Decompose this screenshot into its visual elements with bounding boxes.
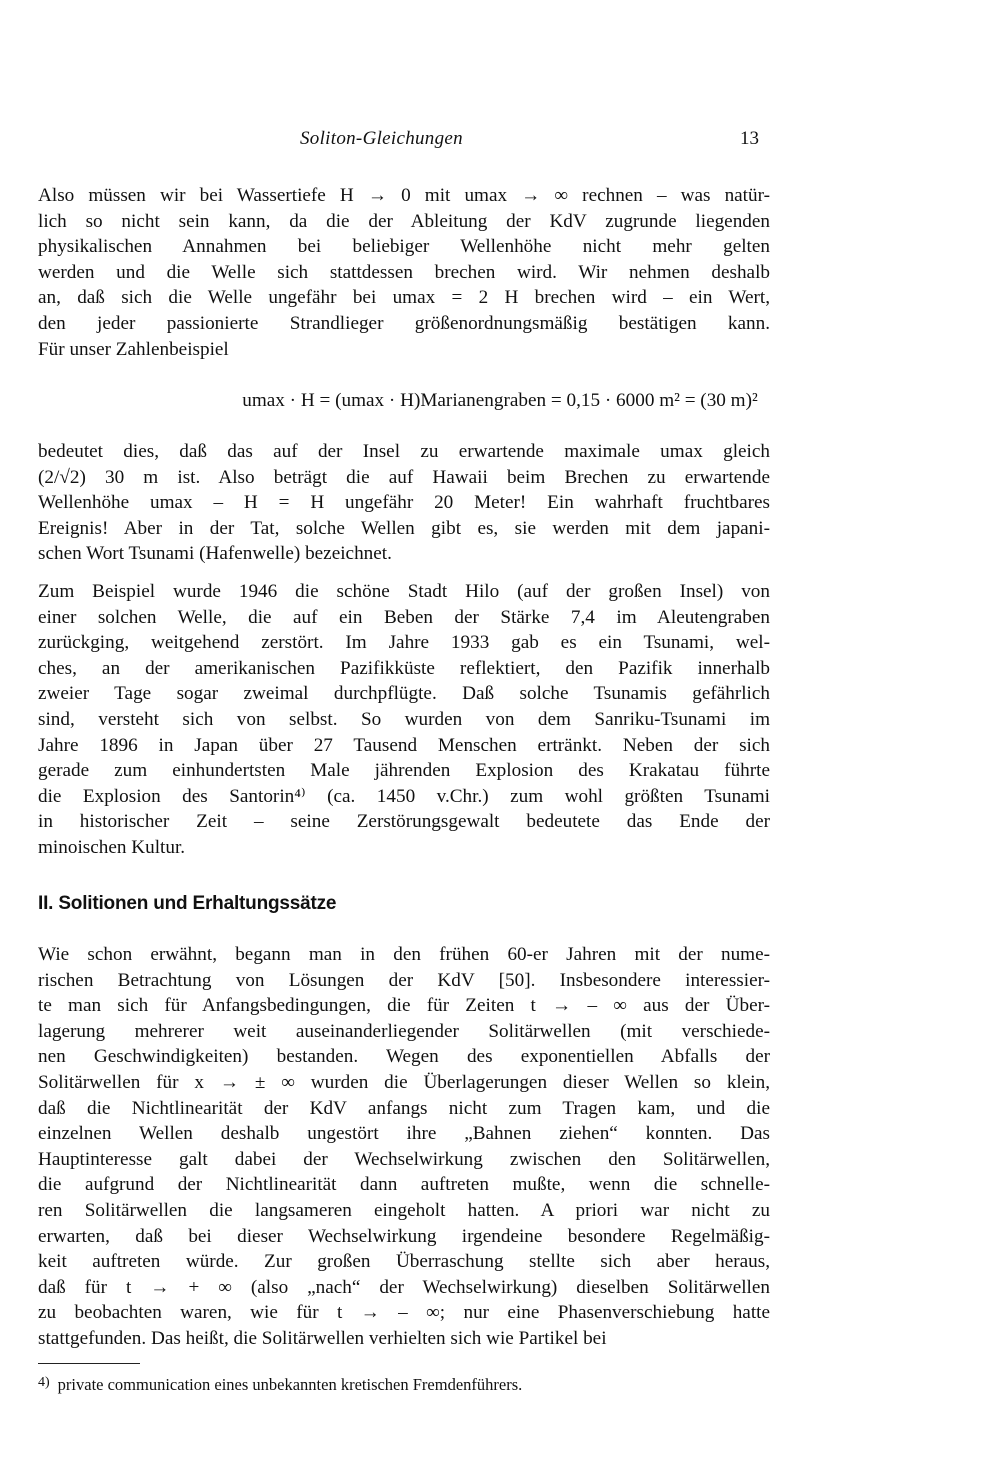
text-line: Wie schon erwähnt, begann man in den frühen 60-er Jahren mit der nume-: [38, 944, 770, 965]
text-line: Also müssen wir bei Wassertiefe H → 0 mit umax → ∞ rechnen – was natür-: [38, 185, 770, 206]
text-line: physikalischen Annahmen bei beliebiger Wellenhöhe nicht mehr gelten: [38, 236, 770, 258]
text-line: (2/√2) 30 m ist. Also beträgt die auf Hawaii beim Brechen zu erwartende: [38, 466, 770, 488]
running-title: Soliton-Gleichungen: [300, 128, 463, 149]
footnote: [38, 1374, 522, 1398]
text-line: keit auftreten würde. Zur großen Überraschung stellte sich aber heraus,: [38, 1251, 770, 1273]
text-line: Solitärwellen für x → ± ∞ wurden die Überlagerungen dieser Wellen so klein,: [38, 1071, 770, 1093]
footnote-divider: [38, 1363, 140, 1364]
text-line: zurückging, weitgehend zerstört. Im Jahre 1933 gab es ein Tsunami, wel-: [38, 632, 770, 654]
footnote-text: private communication eines unbekannten kretischen Fremdenführers.: [57, 1375, 523, 1394]
equation: umax · H = (umax · H)Marianengraben = 0,15 · 6000 m² = (30 m)²: [242, 390, 758, 411]
text-line: die Explosion des Santorin⁴⁾ (ca. 1450 v.Chr.) zum wohl größten Tsunami: [38, 785, 770, 807]
section-heading: II. Solitionen und Erhaltungssätze: [38, 893, 337, 914]
text-line: nen Geschwindigkeiten) bestanden. Wegen des exponentiellen Abfalls der: [38, 1046, 770, 1068]
text-line: daß für t → + ∞ (also „nach“ der Wechselwirkung) dieselben Solitärwellen: [38, 1276, 770, 1298]
text-line: Zum Beispiel wurde 1946 die schöne Stadt Hilo (auf der großen Insel) von: [38, 581, 770, 602]
paragraph: [38, 439, 770, 567]
text-line: schen Wort Tsunami (Hafenwelle) bezeichnet.: [38, 543, 392, 565]
text-line: ren Solitärwellen die langsameren eingeholt hatten. A priori war nicht zu: [38, 1199, 770, 1221]
text-line: werden und die Welle sich stattdessen brechen wird. Wir nehmen deshalb: [38, 261, 770, 283]
text-line: an, daß sich die Welle ungefähr bei umax = 2 H brechen wird – ein Wert,: [38, 287, 770, 309]
text-line: erwarten, daß bei dieser Wechselwirkung irgendeine besondere Regelmäßig-: [38, 1225, 770, 1247]
text-line: zweier Tage sogar zweimal durchpflügte. Daß solche Tsunamis gefährlich: [38, 683, 770, 705]
page-header: [0, 128, 1000, 156]
text-line: minoischen Kultur.: [38, 836, 186, 858]
text-line: te man sich für Anfangsbedingungen, die für Zeiten t → – ∞ aus der Über-: [38, 995, 770, 1017]
text-line: einzelnen Wellen deshalb ungestört ihre „Bahnen ziehen“ konnten. Das: [38, 1123, 770, 1145]
text-line: gerade zum einhundertsten Male jährenden Explosion des Krakatau führte: [38, 760, 770, 782]
text-line: ches, an der amerikanischen Pazifikküste reflektiert, den Pazifik innerhalb: [38, 657, 770, 679]
text-line: den jeder passionierte Strandlieger größenordnungsmäßig bestätigen kann.: [38, 312, 770, 334]
text-line: sind, versteht sich von selbst. So wurden von dem Sanriku-Tsunami im: [38, 708, 770, 730]
paragraph: [38, 579, 770, 861]
page-number: 13: [740, 128, 759, 149]
text-line: stattgefunden. Das heißt, die Solitärwellen verhielten sich wie Partikel bei: [38, 1327, 607, 1349]
text-line: zu beobachten waren, wie für t → – ∞; nur eine Phasenverschiebung hatte: [38, 1302, 770, 1324]
text-line: lagerung mehrerer weit auseinanderliegender Solitärwellen (mit verschiede-: [38, 1020, 770, 1042]
text-line: bedeutet dies, daß das auf der Insel zu erwartende maximale umax gleich: [38, 441, 770, 462]
text-line: daß die Nichtlinearität der KdV anfangs nicht zum Tragen kam, und die: [38, 1097, 770, 1119]
text-line: einer solchen Welle, die auf ein Beben der Stärke 7,4 im Aleutengraben: [38, 606, 770, 628]
text-line: Jahre 1896 in Japan über 27 Tausend Menschen ertränkt. Neben der sich: [38, 734, 770, 756]
text-line: rischen Betrachtung von Lösungen der KdV [50]. Insbesondere interessier-: [38, 969, 770, 991]
paragraph: [38, 183, 770, 362]
text-line: Für unser Zahlenbeispiel: [38, 338, 229, 360]
text-line: in historischer Zeit – seine Zerstörungsgewalt bedeutete das Ende der: [38, 811, 770, 833]
text-line: die aufgrund der Nichtlinearität dann auftreten mußte, wenn die schnelle-: [38, 1174, 770, 1196]
text-line: Ereignis! Aber in der Tat, solche Wellen gibt es, sie werden mit dem japani-: [38, 517, 770, 539]
text-line: Hauptinteresse galt dabei der Wechselwirkung zwischen den Solitärwellen,: [38, 1148, 770, 1170]
text-line: Wellenhöhe umax – H = H ungefähr 20 Meter! Ein wahrhaft fruchtbares: [38, 492, 770, 514]
text-line: lich so nicht sein kann, da die der Ableitung der KdV zugrunde liegenden: [38, 210, 770, 232]
footnote-marker: 4): [38, 1375, 50, 1390]
paragraph: [38, 942, 770, 1352]
